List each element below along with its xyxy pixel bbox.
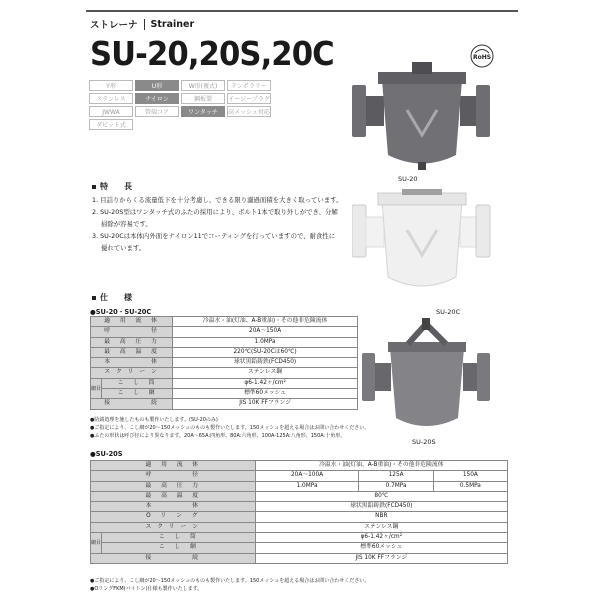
table2-label: 呼 径 xyxy=(91,471,256,481)
table-row xyxy=(91,491,508,501)
feature-item: 1. 目詰りからくる流量低下を十分考慮し、できる限り濾過面積を大きく取っています。 xyxy=(92,196,343,204)
type-tag-grid xyxy=(89,80,271,130)
spec-group-label: 網目 xyxy=(91,533,102,554)
table2-value: 冷温水・油(灯油、A-B重油)・その他非危険流体 xyxy=(255,461,507,471)
table-row xyxy=(91,399,358,409)
type-tag: 高メッシュ対応 xyxy=(227,106,271,117)
spec-value: φ6-1.42ヶ/cm² xyxy=(173,378,358,388)
note-line: ●ご指定により、こし網が20～150メッシュのものも製作いたします。150メッシュを超える場合はお問い合わせください。 xyxy=(90,578,370,584)
table-row xyxy=(91,389,358,399)
su20s-strainer-image xyxy=(362,318,492,436)
table-row xyxy=(91,553,508,563)
spec-heading xyxy=(92,292,132,303)
category-jp: ストレーナ xyxy=(90,20,138,31)
table-row xyxy=(91,378,358,388)
note-line: ●防錆処理を施したものも製作いたします。(SU-20のみ) xyxy=(90,417,218,423)
type-tag: ダビット式 xyxy=(89,119,133,130)
spec-label: O リ ン グ xyxy=(91,512,256,522)
spec-label: 呼 径 xyxy=(91,327,173,337)
table-row xyxy=(91,358,358,368)
type-tag: W形(複式) xyxy=(181,80,225,91)
spec-value: 球状黒鉛鋳鉄(FCD450) xyxy=(255,502,507,512)
caption-su20s: SU-20S xyxy=(412,438,436,446)
feature-item: 掃除が容易です。 xyxy=(101,220,152,228)
spec-label: 本 体 xyxy=(91,502,256,512)
spec-value: 球状黒鉛鋳鉄(FCD450) xyxy=(173,358,358,368)
spec-value: JIS 10K FFフランジ xyxy=(255,553,507,563)
spec-value: ステンレス鋼 xyxy=(255,522,507,532)
spec-label: ス ク リ ー ン xyxy=(91,522,256,532)
category-en: Strainer xyxy=(150,18,195,30)
features-list xyxy=(92,194,382,254)
table2-value: 20A～100A xyxy=(255,471,359,481)
spec-label: 接 続 xyxy=(91,399,173,409)
type-tag: イージープラグ xyxy=(227,93,271,104)
spec-label: こ し 網 xyxy=(102,389,173,399)
spec-table-su20 xyxy=(90,316,358,410)
spec-label: 本 体 xyxy=(91,358,173,368)
table-row xyxy=(91,522,508,532)
spec-value: JIS 10K FFフランジ xyxy=(173,399,358,409)
spec-value: NBR xyxy=(255,512,507,522)
type-tag: U形 xyxy=(135,80,179,91)
table2-value: 150A xyxy=(433,471,507,481)
header-category xyxy=(90,17,194,31)
features-heading-text: 特 長 xyxy=(100,182,132,191)
spec-label: 最 高 圧 力 xyxy=(91,337,173,347)
spec-value: 220℃(SU-20Cは60℃) xyxy=(173,347,358,357)
bullet-square-icon xyxy=(92,296,96,300)
caption-su20: SU-20 xyxy=(398,175,418,183)
spec-value: ステンレス鋼 xyxy=(173,368,358,378)
type-tag: テンポラリー xyxy=(227,80,271,91)
spec-label: ス ク リ ー ン xyxy=(91,368,173,378)
table-row xyxy=(91,533,508,543)
spec-label: こ し 筒 xyxy=(102,378,173,388)
header-divider xyxy=(144,19,145,30)
table-row xyxy=(91,327,358,337)
note-line: ●ふたの形状は呼び径により異なります。20A～65A:四角形、80A:六角形、100A-125A:八角形、150A:十角形。 xyxy=(90,433,346,439)
type-tag: ワンタッチ xyxy=(181,106,225,117)
spec-value: 冷温水・油(灯油、A-B重油)・その他非危険流体 xyxy=(173,317,358,327)
features-heading xyxy=(92,181,132,192)
table-row xyxy=(91,368,358,378)
su20-strainer-image xyxy=(352,60,492,180)
type-tag: Y形 xyxy=(89,80,133,91)
notes-su20s xyxy=(90,577,510,593)
table2-value: 125A xyxy=(359,471,433,481)
table2-value: 0.7MPa xyxy=(359,481,433,491)
feature-item: 2. SU-20S型はワンタッチ式のふたの採用により、ボルト1本で取り外しができ、分解 xyxy=(92,208,338,216)
spec-label: 最 高 温 度 xyxy=(91,491,256,501)
note-line: ●OリングFKM(バイトン)仕様も製作いたします。 xyxy=(90,586,203,592)
spec-label: 接 続 xyxy=(91,553,256,563)
spec-group-label: 網目 xyxy=(91,378,102,399)
table2-value: 0.5MPa xyxy=(433,481,507,491)
bullet-square-icon xyxy=(92,185,96,189)
spec-value: 標準60メッシュ xyxy=(173,389,358,399)
spec-value: 20A～150A xyxy=(173,327,358,337)
table-row xyxy=(91,347,358,357)
table-row xyxy=(91,502,508,512)
type-tag: 管端コア xyxy=(135,106,179,117)
header-rule xyxy=(86,10,518,12)
spec-value: φ6-1.42ヶ/cm² xyxy=(255,533,507,543)
spec-table-su20s xyxy=(90,460,508,564)
type-tag: ナイロン xyxy=(135,93,179,104)
table2-label: 適 用 流 体 xyxy=(91,461,256,471)
type-tag: 鋼板製 xyxy=(181,93,225,104)
spec-label: こ し 筒 xyxy=(102,533,256,543)
note-line: ●ご指定により、こし網が20～150メッシュのものも製作いたします。150メッシュを超える場合はお問い合わせください。 xyxy=(90,425,370,431)
type-tag: ステンレス xyxy=(89,93,133,104)
table2-value: 1.0MPa xyxy=(255,481,359,491)
table1-title: ●SU-20・SU-20C xyxy=(90,308,152,316)
spec-value: 80℃ xyxy=(255,491,507,501)
feature-item: 優れています。 xyxy=(101,244,146,252)
spec-value: 1.0MPa xyxy=(173,337,358,347)
spec-value: 標準60メッシュ xyxy=(255,543,507,553)
table-row xyxy=(91,317,358,327)
rohs-label: RoHS xyxy=(472,54,492,61)
spec-heading-text: 仕 様 xyxy=(100,293,132,302)
spec-label: 適 用 流 体 xyxy=(91,317,173,327)
caption-su20c: SU-20C xyxy=(436,308,461,316)
spec-label: こ し 網 xyxy=(102,543,256,553)
spec-label: 最 高 温 度 xyxy=(91,347,173,357)
table-row xyxy=(91,543,508,553)
table-row xyxy=(91,512,508,522)
type-tag: JWWA xyxy=(89,106,133,117)
table-row xyxy=(91,337,358,347)
page-title: SU-20,20S,20C xyxy=(90,34,334,73)
notes-su20 xyxy=(90,416,370,440)
feature-item: 3. SU-20Cは本体内外面をナイロン11でコーティングを行っていますので、耐食性に xyxy=(92,232,336,240)
table2-label: 最 高 圧 力 xyxy=(91,481,256,491)
table2-title: ●SU-20S xyxy=(90,450,123,458)
